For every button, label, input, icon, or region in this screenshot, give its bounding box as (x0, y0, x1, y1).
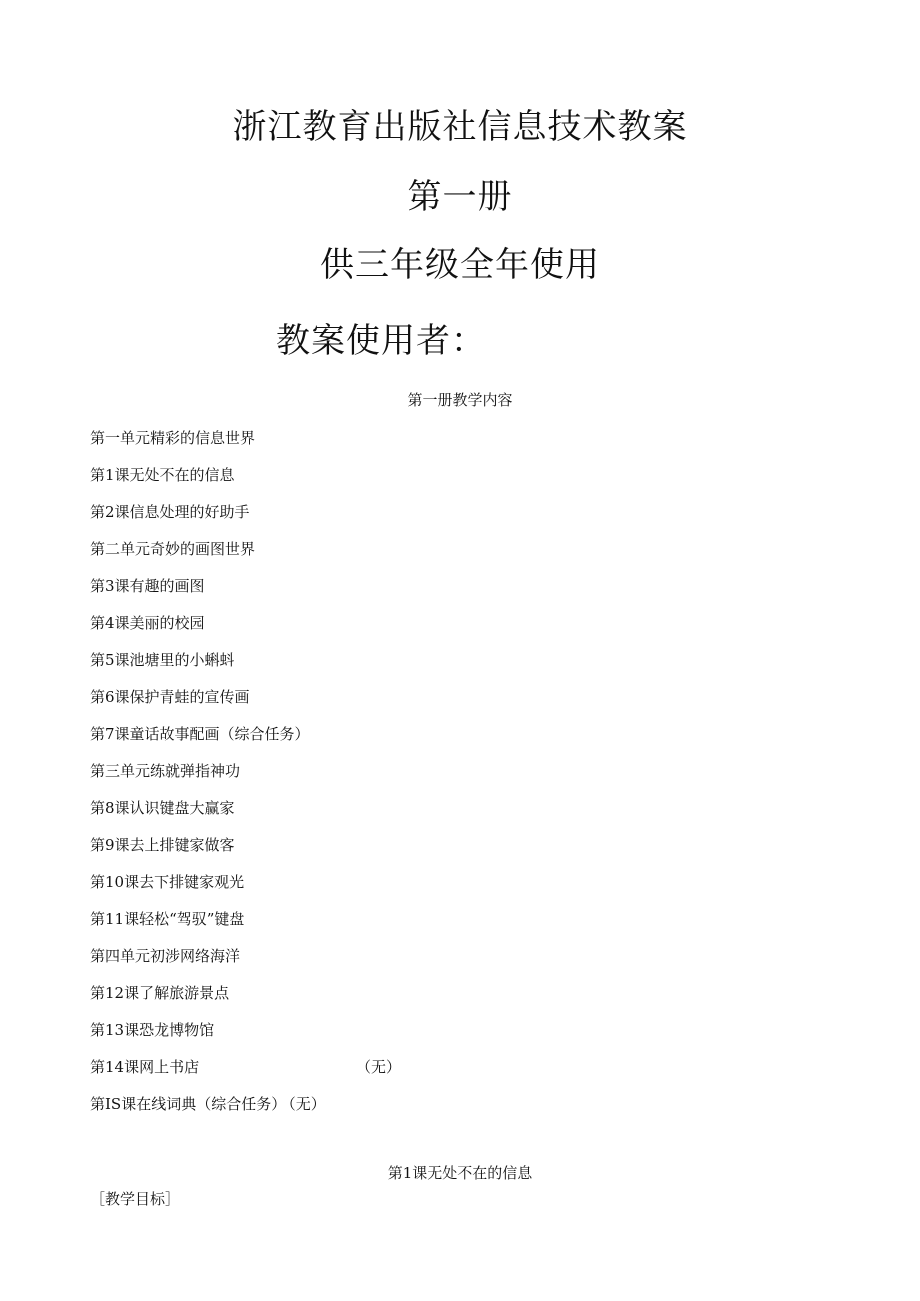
lesson-heading: 第1课无处不在的信息 (387, 1164, 533, 1182)
toc-item-text: 第四单元初涉网络海洋 (90, 947, 241, 965)
toc-item-text: 第10课去下排键家观光 (90, 873, 245, 891)
toc-lesson-10 (90, 874, 326, 911)
toc-lesson-14 (90, 1058, 402, 1096)
toc-lesson-7 (90, 726, 326, 763)
toc-item-text: 第IS课在线词典（综合任务） (90, 1095, 287, 1113)
toc-item-text: 第13课恐龙博物馆 (90, 1021, 215, 1039)
objective-label: ［教学目标］ (90, 1190, 181, 1208)
toc-lesson-11 (90, 911, 326, 948)
toc-lesson-9 (90, 837, 326, 874)
toc-unit-4 (90, 948, 326, 985)
toc-item-text: 第11课轻松“驾驭”键盘 (90, 910, 245, 928)
toc-item-text: 第二单元奇妙的画图世界 (90, 540, 256, 558)
toc-item-text: 第4课美丽的校园 (90, 614, 205, 632)
toc-item-text: 第3课有趣的画图 (90, 577, 205, 595)
toc-item-text: 第2课信息处理的好助手 (90, 503, 250, 521)
toc-lesson-5 (90, 652, 326, 689)
toc-lesson-8 (90, 800, 326, 837)
toc-unit-3 (90, 763, 326, 800)
toc-lesson-1 (90, 467, 326, 504)
cover-grade: 供三年级全年使用 (320, 245, 600, 285)
toc-item-text: 第12课了解旅游景点 (90, 984, 230, 1002)
toc-heading: 第一册教学内容 (407, 391, 513, 409)
toc-unit-2 (90, 541, 326, 578)
toc-lesson-4 (90, 615, 326, 652)
cover-user-label: 教案使用者： (276, 321, 486, 361)
toc-item-text: 第6课保护青蛙的宣传画 (90, 688, 250, 706)
toc-lesson-13 (90, 1022, 326, 1059)
toc-item-note: （无） (356, 1058, 402, 1076)
toc-item-text: 第一单元精彩的信息世界 (90, 429, 256, 447)
toc-item-text: 第8课认识键盘大赢家 (90, 799, 235, 817)
toc-unit-1 (90, 430, 326, 467)
cover-title: 浙江教育出版社信息技术教案 (232, 107, 688, 147)
toc-lesson-3 (90, 578, 326, 615)
toc-item-note: （无） (288, 1095, 326, 1113)
toc-list (90, 429, 402, 1133)
toc-item-text: 第1课无处不在的信息 (90, 466, 235, 484)
cover-volume: 第一册 (407, 177, 513, 217)
toc-lesson-6 (90, 689, 326, 726)
toc-item-text: 第三单元练就弹指神功 (90, 762, 241, 780)
toc-lesson-12 (90, 985, 326, 1022)
toc-item-text: 第7课童话故事配画（综合任务） (90, 725, 310, 743)
toc-lesson-2 (90, 504, 326, 541)
toc-item-text: 第5课池塘里的小蝌蚪 (90, 651, 235, 669)
toc-lesson-15 (90, 1096, 326, 1133)
toc-item-text: 第14课网上书店 (90, 1058, 200, 1076)
toc-item-text: 第9课去上排键家做客 (90, 836, 235, 854)
